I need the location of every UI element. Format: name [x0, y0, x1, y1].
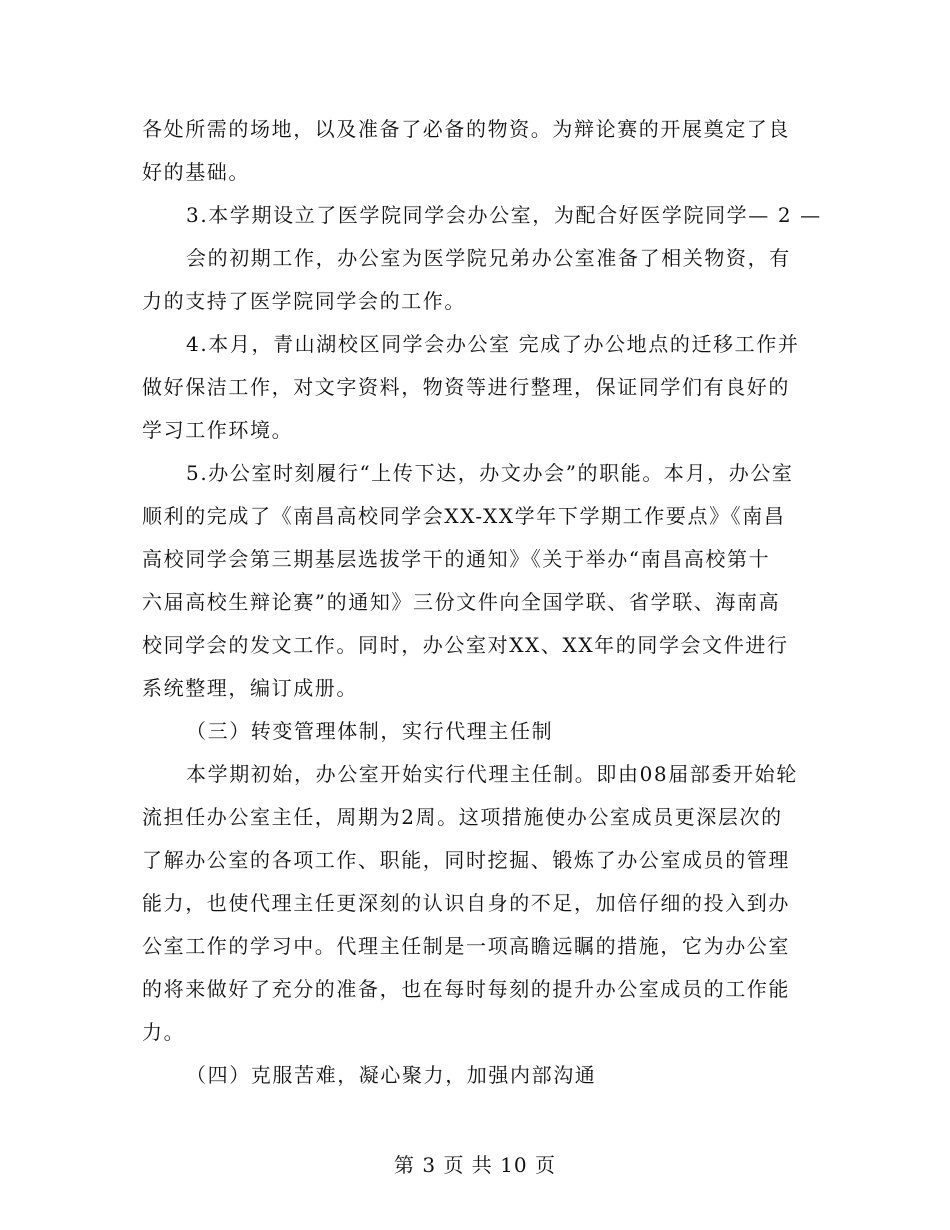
- body-text-line: 的将来做好了充分的准备，也在每时每刻的提升办公室成员的工作能: [142, 977, 790, 1001]
- body-text-line: 各处所需的场地，以及准备了必备的物资。为辩论赛的开展奠定了良: [142, 117, 790, 141]
- body-text-line: 能力，也使代理主任更深刻的认识自身的不足，加倍仔细的投入到办: [142, 891, 790, 915]
- body-text-line: 力的支持了医学院同学会的工作。: [142, 289, 466, 313]
- body-text-line: 校同学会的发文工作。同时，办公室对XX、XX年的同学会文件进行: [142, 633, 789, 657]
- body-text-line: 高校同学会第三期基层选拔学干的通知》《关于举办“南昌高校第十: [142, 547, 771, 571]
- body-text-line: 做好保洁工作，对文字资料，物资等进行整理，保证同学们有良好的: [142, 375, 790, 399]
- body-text-line: 好的基础。: [142, 160, 250, 184]
- paragraph-item-5: 5.办公室时刻履行“上传下达，办文办会”的职能。本月，办公室: [186, 461, 794, 485]
- body-text-line: 顺利的完成了《南昌高校同学会XX-XX学年下学期工作要点》《南昌: [142, 504, 786, 528]
- body-text-line: 学习工作环境。: [142, 418, 294, 442]
- section-heading-4: （四）克服苦难，凝心聚力，加强内部沟通: [186, 1063, 597, 1087]
- section-heading-3: （三）转变管理体制，实行代理主任制: [186, 719, 554, 743]
- body-text-line: 力。: [142, 1020, 186, 1044]
- body-text-line: 六届高校生辩论赛”的通知》三份文件向全国学联、省学联、海南高: [142, 590, 781, 614]
- body-text-line: 会的初期工作，办公室为医学院兄弟办公室准备了相关物资，有: [186, 246, 791, 270]
- body-text-line: 本学期初始，办公室开始实行代理主任制。即由08届部委开始轮: [186, 762, 798, 786]
- body-text-line: 流担任办公室主任，周期为2周。这项措施使办公室成员更深层次的: [142, 805, 783, 829]
- body-text-line: 系统整理，编订成册。: [142, 676, 358, 700]
- paragraph-item-4: 4.本月，青山湖校区同学会办公室 完成了办公地点的迁移工作并: [186, 332, 800, 356]
- body-text-line: 了解办公室的各项工作、职能，同时挖掘、锻炼了办公室成员的管理: [142, 848, 790, 872]
- body-text-line: 公室工作的学习中。代理主任制是一项高瞻远瞩的措施，它为办公室: [142, 934, 790, 958]
- paragraph-item-3: 3.本学期设立了医学院同学会办公室，为配合好医学院同学— 2 —: [186, 203, 822, 227]
- page-footer: 第 3 页 共 10 页: [394, 1153, 556, 1177]
